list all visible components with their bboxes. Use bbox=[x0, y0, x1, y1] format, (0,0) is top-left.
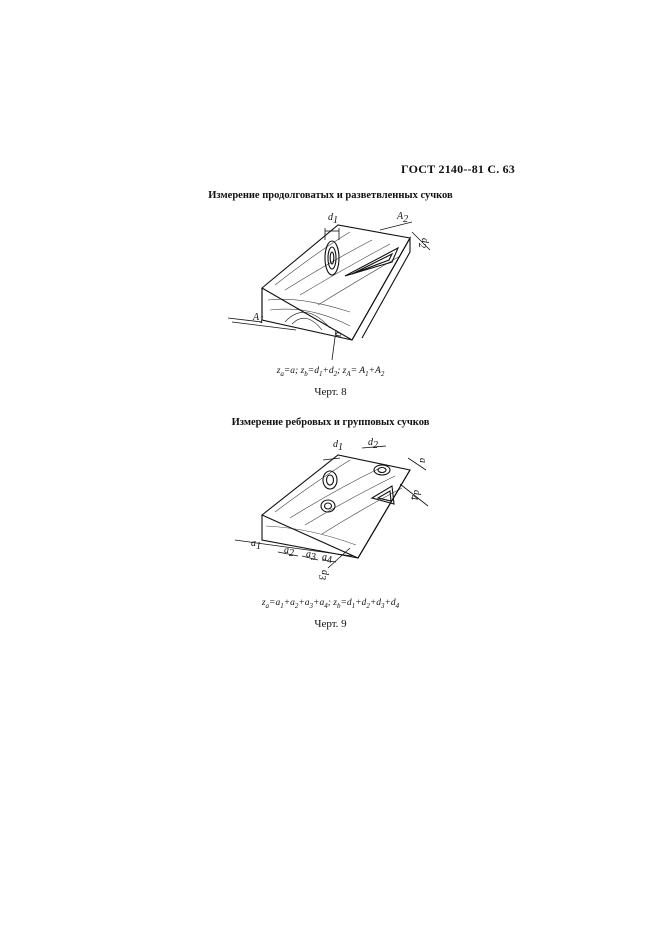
figure-9-title: Измерение ребровых и групповых сучков bbox=[231, 417, 430, 428]
figure-8-formula: $z_a=a$; $z_b=d_1+d_2$; $z_A= A_1+A_2$ bbox=[276, 366, 385, 378]
svg-text:a1: a1 bbox=[251, 538, 261, 552]
figure-8-title: Измерение продолговатых и разветвленных сучков bbox=[208, 190, 453, 201]
knot-1 bbox=[323, 471, 337, 489]
figure-9-formula: $z_a=a_1+a_2+a_3+a_4$; $z_b=d_1+d_2+d_3+d_4$ bbox=[261, 598, 400, 610]
svg-text:d2: d2 bbox=[368, 437, 378, 451]
figure-9-caption: Черт. 9 bbox=[314, 618, 347, 630]
page-header: ГОСТ 2140--81 С. 63 bbox=[401, 162, 515, 176]
svg-text:d3: d3 bbox=[316, 570, 330, 580]
svg-text:a4: a4 bbox=[322, 552, 332, 566]
svg-text:d1: d1 bbox=[328, 212, 338, 226]
svg-text:d1: d1 bbox=[333, 439, 343, 453]
svg-text:a: a bbox=[417, 458, 428, 463]
svg-text:d2: d2 bbox=[416, 238, 430, 248]
svg-text:A1: A1 bbox=[253, 312, 265, 326]
svg-text:a3: a3 bbox=[306, 549, 316, 563]
knot-2 bbox=[321, 500, 335, 512]
svg-text:a2: a2 bbox=[284, 545, 294, 559]
figure-8-caption: Черт. 8 bbox=[314, 386, 347, 398]
svg-text:A2: A2 bbox=[397, 211, 409, 225]
svg-text:d4: d4 bbox=[408, 490, 422, 500]
svg-text:a: a bbox=[333, 332, 344, 337]
